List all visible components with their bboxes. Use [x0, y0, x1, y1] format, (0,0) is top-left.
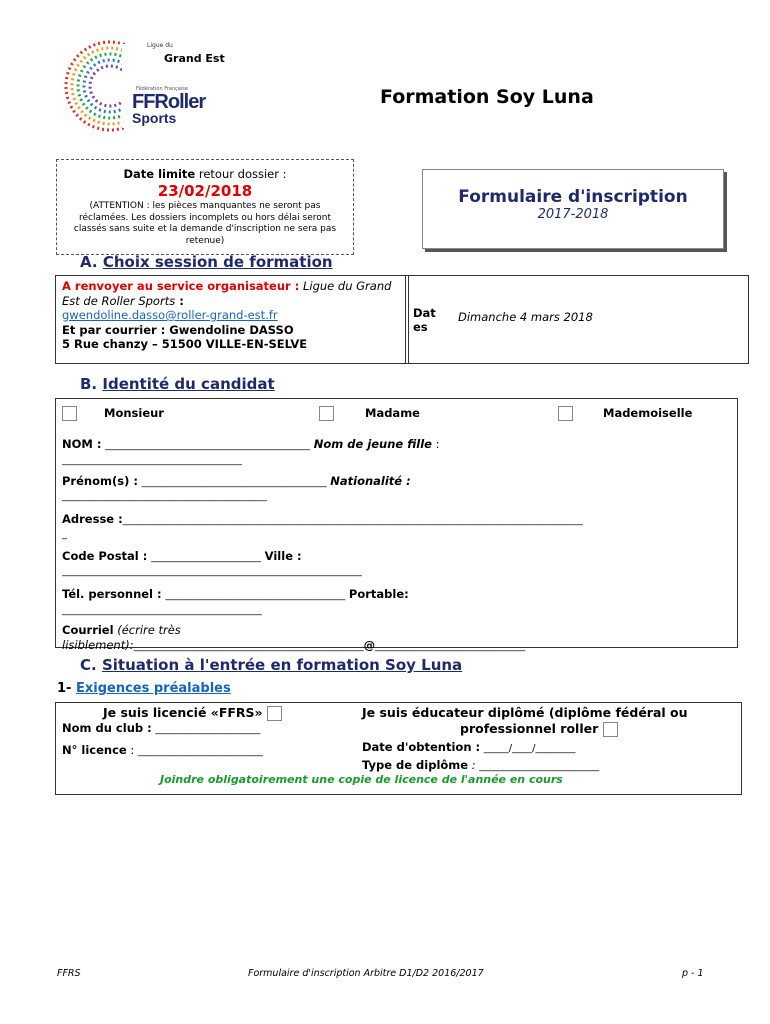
section-a-divider: [405, 276, 406, 363]
section-c-letter: C.: [80, 656, 97, 674]
dates-label-1: Dat: [413, 306, 436, 320]
ville-field[interactable]: ____________________________________________________________: [62, 566, 362, 577]
section-b-heading: [80, 375, 275, 393]
deadline-label-bold: Date limite: [123, 167, 196, 181]
obtention-label: Date d'obtention :: [362, 740, 481, 754]
section-b-letter: B.: [80, 375, 98, 393]
licencie-label: [103, 705, 282, 721]
nom-field[interactable]: _________________________________________: [105, 440, 311, 451]
licence-colon: :: [126, 743, 135, 757]
licencie-text: Je suis licencié «FFRS»: [103, 705, 263, 720]
organizer-text: [62, 279, 397, 352]
deadline-label: [57, 167, 353, 181]
adresse-field-2[interactable]: _: [62, 528, 67, 540]
cp-label: Code Postal :: [62, 548, 148, 563]
courriel-field-domain[interactable]: ______________________________: [375, 640, 526, 652]
logo-ligue-du: Ligue du: [147, 42, 173, 49]
tel-label: Tél. personnel :: [62, 587, 162, 601]
educateur-line-1: Je suis éducateur diplômé (diplôme fédéral ou: [362, 705, 688, 720]
nationalite-label: Nationalité :: [330, 473, 411, 488]
logo-brand-sub: Sports: [132, 110, 177, 126]
logo: [60, 36, 240, 136]
send-to-colon: :: [175, 293, 184, 308]
courriel-at: @: [363, 637, 376, 652]
licence-row: [62, 743, 263, 757]
courriel-hint-1: (écrire très: [113, 622, 181, 637]
deadline-label-rest: retour dossier :: [195, 167, 287, 181]
adresse-row: [62, 511, 732, 530]
educateur-label: [362, 705, 738, 737]
club-field[interactable]: _____________________: [155, 724, 261, 735]
cp-row: [62, 548, 732, 567]
nom-row: [62, 436, 732, 455]
courriel-hint-2: lisiblement):: [62, 637, 134, 652]
licence-note: Joindre obligatoirement une copie de licence de l'année en cours: [160, 773, 563, 786]
checkbox-madame[interactable]: [319, 406, 334, 421]
ville-label: Ville :: [264, 548, 302, 563]
form-year: 2017-2018: [537, 207, 609, 222]
page-title: Formation Soy Luna: [380, 86, 594, 108]
type-field[interactable]: ________________________: [479, 761, 600, 772]
courriel-label: Courriel: [62, 622, 114, 637]
section-a-title: Choix session de formation: [102, 253, 333, 271]
section-c-subheading: [57, 681, 231, 696]
logo-region: Grand Est: [164, 52, 225, 65]
jeune-fille-field[interactable]: ____________________________________: [62, 454, 242, 466]
checkbox-monsieur[interactable]: [62, 406, 77, 421]
obtention-row: [362, 740, 576, 754]
deadline-note: (ATTENTION : les pièces manquantes ne seront pas réclamées. Les dossiers incomplets ou hors délai seront classés sans suite et la demande d'inscription ne sera pas retenue): [73, 201, 337, 246]
nom-label: NOM :: [62, 437, 102, 451]
dates-label-2: es: [413, 320, 428, 334]
deadline-box: [56, 159, 354, 255]
prenom-label: Prénom(s) :: [62, 473, 138, 488]
checkbox-licencie[interactable]: [267, 706, 282, 721]
section-c-heading: [80, 656, 462, 674]
section-c-sub-number: 1-: [57, 681, 72, 696]
label-mademoiselle: Mademoiselle: [603, 406, 693, 420]
licence-field[interactable]: _________________________: [137, 746, 263, 757]
postal-address: 5 Rue chanzy – 51500 VILLE-EN-SELVE: [62, 337, 308, 351]
deadline-date: 23/02/2018: [157, 182, 253, 200]
organizer-email-link[interactable]: gwendoline.dasso@roller-grand-est.fr: [62, 308, 278, 322]
courriel-field-local[interactable]: ______________________________________________: [133, 640, 364, 652]
section-a-letter: A.: [80, 253, 98, 271]
postal-contact: Et par courrier : Gwendoline DASSO: [62, 322, 294, 337]
section-c-title: Situation à l'entrée en formation Soy Luna: [101, 656, 463, 674]
tel-row: [62, 586, 732, 605]
jeune-fille-colon: :: [431, 437, 440, 451]
section-c-sub-title: Exigences préalables: [75, 681, 231, 696]
form-title-box: [422, 169, 724, 249]
obtention-field[interactable]: _____/____/________: [483, 743, 576, 754]
footer-left: FFRS: [57, 968, 81, 979]
checkbox-educateur[interactable]: [603, 722, 618, 737]
nationalite-field[interactable]: _________________________________________: [62, 491, 267, 502]
jeune-fille-label: Nom de jeune fille: [313, 437, 432, 451]
club-label: Nom du club :: [62, 721, 152, 735]
dates-label: [413, 306, 436, 334]
type-row: [362, 758, 599, 772]
adresse-label: Adresse :: [62, 512, 123, 526]
prenom-row: [62, 473, 732, 492]
portable-label: Portable:: [348, 587, 409, 601]
adresse-field[interactable]: ____________________________________________________________________________________________: [122, 515, 583, 526]
footer-page-number: p - 1: [682, 968, 704, 979]
club-row: [62, 721, 260, 735]
cp-field[interactable]: ______________________: [151, 551, 262, 563]
licence-label: N° licence: [62, 743, 127, 757]
checkbox-mademoiselle[interactable]: [558, 406, 573, 421]
identity-fields: [62, 436, 732, 654]
educateur-line-2: professionnel roller: [460, 721, 599, 736]
session-date: Dimanche 4 mars 2018: [458, 310, 593, 324]
section-a-box: [55, 275, 749, 364]
logo-brand-main: FFRoller: [132, 91, 206, 113]
portable-field[interactable]: ________________________________________: [62, 604, 262, 616]
section-b-title: Identité du candidat: [102, 375, 275, 393]
type-label: Type de diplôme: [362, 758, 469, 772]
send-to-org: Ligue du Grand Est de Roller Sports: [62, 279, 392, 308]
type-colon: :: [468, 758, 476, 772]
prenom-field[interactable]: _____________________________________: [141, 476, 327, 488]
educateur-line-2-row: [362, 721, 738, 737]
courriel-row: [62, 623, 732, 654]
section-a-heading: [80, 253, 333, 271]
tel-field[interactable]: ____________________________________: [165, 590, 346, 601]
section-a-divider-2: [408, 276, 409, 363]
label-monsieur: Monsieur: [104, 406, 164, 420]
logo-federation: Fédération Française: [136, 86, 188, 92]
send-to-label: A renvoyer au service organisateur :: [62, 279, 300, 293]
footer-center: Formulaire d'inscription Arbitre D1/D2 2016/2017: [248, 968, 484, 979]
form-title: Formulaire d'inscription: [458, 187, 688, 207]
label-madame: Madame: [365, 406, 420, 420]
